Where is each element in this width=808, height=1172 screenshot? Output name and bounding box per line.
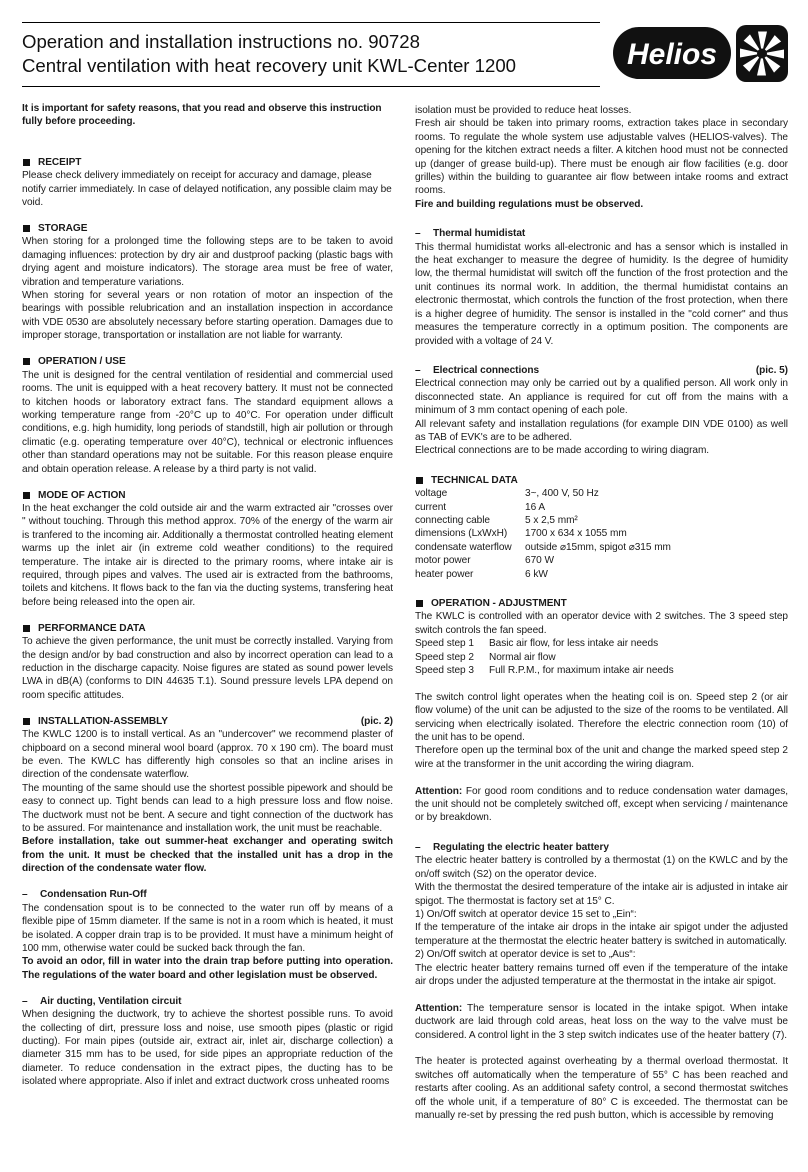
- speed-step-desc: Full R.P.M., for maximum intake air needs: [489, 665, 674, 677]
- operation-use-text: The unit is designed for the central ventilation of residential and commercial used rooms. The unit is equipped with a heat recovery battery. It must not be connected to kitchen hoods or laboratory extract fans. The standard equipment allows a working temperature range from -20°C up to 40°C. For operation under difficult conditions, e.g. high humidity, long periods of standstill, high air pollution or through climatic (e.g. operating temperature over 40°C), technical or electronic influences other than standard operations may not be suitable. For this reason please enquire and obtain operation release. A release by a third party is not valid.: [22, 369, 393, 475]
- installation-warning: Before installation, take out summer-heat exchanger and operating switch from the unit. It must be checked that the installed unit has a drop in the direction of the condensate water flow.: [22, 836, 393, 875]
- section-condensation-runoff: – Condensation Run-Off The condensation spout is to be connected to the water run off by means of a flexible pipe of 15mm diameter. If the same is not in a room which is heated, it must be isolated. A copper drain trap is to be provided. It must have a minimum height of 100 mm, otherwise water could be sucked back through the fan. To avoid an odor, fill in water into the drain trap before putting into operation. The regulations of the water board and other legislation must be observed.: [22, 889, 393, 981]
- speed-step-label: Speed step 3: [415, 665, 474, 677]
- installation-paragraph: The KWLC 1200 is to install vertical. As an "undercover" we recommend plaster of chipboard on a second mineral wool board (approx. 70 x 190 cm). The board must be even. The KWLC has differently high consoles so that an incline arises in direction of the condensate waterflow.: [22, 729, 393, 781]
- tech-value: outside ⌀15mm, spigot ⌀315 mm: [525, 541, 671, 553]
- bullet-square-icon: [23, 358, 30, 365]
- section-operation-adjustment: [415, 597, 788, 825]
- tech-label: motor power: [415, 555, 471, 567]
- document-title: [22, 30, 612, 78]
- performance-data-text: To achieve the given performance, the unit must be correctly installed. Varying from the design and/or by bad construction and also by incorrect operation can lead to a reduction in the discharge capacity. Noise figures are stated as sound power levels LWA in dB(A) (conforms to DIN 44635 T.1). Sound pressure levels LPA depend on room specific attitudes.: [22, 636, 393, 701]
- right-column: [415, 104, 788, 1122]
- section-heading: MODE OF ACTION: [38, 489, 126, 501]
- bullet-square-icon: [23, 718, 30, 725]
- section-heading: OPERATION / USE: [38, 356, 126, 368]
- tech-label: connecting cable: [415, 514, 490, 526]
- electrical-paragraph: All relevant safety and installation regulations (for example DIN VDE 0100) as well as TAB of EVK's are to be adhered.: [415, 418, 788, 443]
- section-heading: PERFORMANCE DATA: [38, 622, 146, 634]
- tech-label: current: [415, 501, 447, 513]
- operation-adjustment-paragraph: The KWLC is controlled with an operator device with 2 switches. The 3 speed step switch controls the fan speed.: [415, 611, 788, 636]
- heater-paragraph: The electric heater battery is controlled by a thermostat (1) on the KWLC and by the on/off switch (S2) on the operator device.: [415, 855, 788, 880]
- bullet-square-icon: [23, 625, 30, 632]
- tech-value: 3~, 400 V, 50 Hz: [525, 488, 599, 500]
- top-rule: [22, 22, 600, 23]
- section-heading: RECEIPT: [38, 156, 82, 168]
- left-column: [22, 100, 393, 1089]
- picture-reference: (pic. 5): [755, 364, 788, 376]
- section-air-ducting: – Air ducting, Ventilation circuit When designing the ductwork, try to achieve the shortest possible runs. To avoid the collecting of dirt, pressure loss and noise, use smooth pipes (plastic or rigid ducting). For main pipes (outside air, extract air, inlet air, discharge collection) a diameter 315 mm has to be used, for side pipes an appropriate reduction of the diameter. To reduce condensation in the extract pipes, the ducting has to be isolated where appropriate. Also if inlet and extract ductwork cross unheated rooms: [22, 995, 393, 1088]
- tech-label: condensate waterflow: [415, 541, 512, 553]
- section-heading: STORAGE: [38, 223, 88, 235]
- section-heading: Thermal humidistat: [433, 228, 526, 240]
- title-rule: [22, 86, 600, 87]
- section-heading: OPERATION - ADJUSTMENT: [431, 598, 567, 609]
- bullet-square-icon: [23, 492, 30, 499]
- installation-paragraph: The mounting of the same should use the shortest possible pipework and should be easy to connect up. Tight bends can lead to a high pressure loss and flow noise. The ductwork must not be bent. A secure and tight connection of the ductwork has to be assured. For maintenance and installation work, the unit must be reachable.: [22, 782, 393, 835]
- condensation-paragraph: The condensation spout is to be connected to the water run off by means of a flexible pipe of 15mm diameter. If the same is not in a room which is heated, it must be isolated. A copper drain trap is to be provided. It must have a minimum height of 100 mm, otherwise water could be sucked back through the fan.: [22, 902, 393, 954]
- section-technical-data: [415, 474, 788, 581]
- section-operation-use: [22, 355, 393, 476]
- intro-warning: It is important for safety reasons, that you read and observe this instruction fully before proceeding.: [22, 103, 382, 128]
- storage-paragraph: When storing for several years or non rotation of motor an inspection of the bearings with possible relubrication and an installation inspection in accordance with VDE 0530 are absolutely necessary before starting operation. Damages due to improper storage, transportation or installation are not liable for warranty.: [22, 290, 393, 342]
- speed-step-label: Speed step 1: [415, 638, 474, 650]
- electrical-paragraph: Electrical connections are to be made according to wiring diagram.: [415, 445, 710, 457]
- heater-paragraph: 1) On/Off switch at operator device 15 set to „Ein“:: [415, 908, 637, 920]
- bullet-square-icon: [416, 600, 423, 607]
- section-electric-heater: – Regulating the electric heater battery The electric heater battery is controlled by a thermostat (1) on the KWLC and by the on/off switch (S2) on the operator device. With the thermostat the desired temperature of the intake air is adjusted in intake air spigot. The thermostat is factory set at 15° C. 1) On/Off switch at operator device 15 set to „Ein“: If the temperature of the intake air drops in the intake air spigot under the adjusted temperature at the thermostat the electric heater battery is switched in automatically. 2) On/Off switch at operator device is set to „Aus“: The electric heater battery remains turned off even if the temperature of the intake air drops under the adjusted temperature at the thermostat in the intake air spigot. Attention: The temperature sensor is located in the intake spigot. When intake ductwork are laid through cold areas, heat loss on the way to the valve must be considered. A control light in the 3 step switch indicates use of the heater battery (7). The heater is protected against overheating by a thermal overload thermostat. It switches off automatically when the temperature of 55° C has been reached and restarts after cooling. As an additional safety control, a second thermostat switches off the whole unit, if a temperature of 80° C is exceeded. The thermostat can be manually re-set by pressing the red push button, which is accessible by removing: [415, 841, 788, 1121]
- tech-value: 6 kW: [525, 568, 548, 580]
- heater-paragraph: If the temperature of the intake air drops in the intake air spigot under the adjusted temperature at the thermostat the electric heater battery is switched in automatically.: [415, 922, 788, 947]
- tech-label: heater power: [415, 568, 474, 580]
- section-performance-data: [22, 622, 393, 702]
- section-heading: Electrical connections: [433, 364, 540, 376]
- air-ducting-paragraph: When designing the ductwork, try to achieve the shortest possible runs. To avoid the collecting of dirt, pressure loss and noise, use smooth pipes (plastic or rigid ducting). For main pipes (outside air, extract air, inlet air, discharge collection) a diameter 315 mm has to be used, for side pipes an appropriate reduction of the diameter. To reduce condensation in the extract pipes, the ducting has to be isolated where appropriate. Also if inlet and extract ductwork cross unheated rooms: [22, 1009, 393, 1088]
- section-heading: INSTALLATION-ASSEMBLY: [38, 715, 168, 727]
- heater-paragraph: 2) On/Off switch at operator device is set to „Aus“:: [415, 949, 636, 961]
- tech-label: dimensions (LxWxH): [415, 528, 508, 540]
- tech-label: voltage: [415, 488, 448, 500]
- tech-value: 16 A: [525, 501, 546, 513]
- tech-value: 5 x 2,5 mm²: [525, 514, 578, 526]
- storage-paragraph: When storing for a prolonged time the following steps are to be taken to avoid damaging influences: protection by dry air and dustproof packing (plastic bags with drying agent and moisture indicators). The storage area must be free of water, vibration and temperature variations.: [22, 236, 393, 288]
- speed-step-desc: Basic air flow, for less intake air needs: [489, 638, 659, 650]
- section-electrical-connections: – Electrical connections (pic. 5) Electrical connection may only be carried out by a qualified person. All work only in disconnected state. An appliance is required for cut off from the mains with a minimum of 3 mm contact opening of each pole. All relevant safety and installation regulations (for example DIN VDE 0100) as well as TAB of EVK's are to be adhered. Electrical connections are to be made according to wiring diagram.: [415, 364, 788, 457]
- tech-value: 670 W: [525, 555, 554, 567]
- section-heading: Regulating the electric heater battery: [433, 841, 609, 853]
- section-heading: Condensation Run-Off: [40, 889, 147, 901]
- heater-paragraph: The electric heater battery remains turned off even if the temperature of the intake air drops under the adjusted temperature at the thermostat in the intake air spigot.: [415, 962, 788, 987]
- speed-step-desc: Normal air flow: [489, 651, 556, 663]
- attention-note: Attention: For good room conditions and to reduce condensation water damages, the unit should not be completely switched off, except when servicing / maintenance or by breakdown.: [415, 785, 788, 824]
- section-heading: TECHNICAL DATA: [431, 474, 518, 486]
- title-line-2: Central ventilation with heat recovery unit KWL-Center 1200: [22, 55, 517, 76]
- speed-steps-table: [415, 637, 788, 677]
- humidistat-text: This thermal humidistat works all-electronic and has a sensor which is installed in the heat exchanger to measure the degree of humidity. Is the degree of humidity low, the thermal humidistat will switch off the function of the frost protection and the unit continues its normal work. In addition, the thermal humidistat contains an electronic thermostat, which controls the function of the frost protection, when there is a higher degree of humidity. The sensor is installed in the "cold corner" and thus measures the temperature correctly in a optimum position. The components are provided with a voltage of 24 V.: [415, 241, 788, 347]
- heater-paragraph: With the thermostat the desired temperature of the intake air is adjusted in intake air spigot. The thermostat is factory set at 15° C.: [415, 882, 788, 907]
- bullet-square-icon: [23, 159, 30, 166]
- receipt-text: Please check delivery immediately on receipt for accuracy and damage, please notify carrier immediately. In case of delayed notification, any possible claim may be void.: [22, 170, 392, 209]
- picture-reference: (pic. 2): [360, 715, 393, 727]
- title-line-1: Operation and installation instructions no. 90728: [22, 31, 420, 52]
- mode-of-action-text: In the heat exchanger the cold outside air and the warm extracted air "crosses over " without touching. Through this method approx. 70% of the energy of the warm air is tranfered to the incoming air. Additionally a thermostat controlled heating element warms up the inlet air (in extreme cold weather conditions) to the required temperature. The intake air is directed to the primary rooms, where intake air is required, through pipes and valves. The used air is extracted from the bathrooms, toilets and kitchens. It flows back to the fan via the ducting systems, transfering heat before being released into the open air.: [22, 502, 393, 608]
- section-mode-of-action: [22, 489, 393, 610]
- condensation-warning: To avoid an odor, fill in water into the drain trap before putting into operation. The regulations of the water board and other legislation must be observed.: [22, 956, 393, 981]
- air-ducting-continued: isolation must be provided to reduce heat losses.: [415, 105, 632, 116]
- section-thermal-humidistat: – Thermal humidistat This thermal humidistat works all-electronic and has a sensor which is installed in the heat exchanger to measure the degree of humidity. Is the degree of humidity low, the thermal humidistat will switch off the function of the frost protection and the unit continues its normal work. In addition, the thermal humidistat contains an electronic thermostat, which controls the function of the frost protection, when there is a higher degree of humidity. The sensor is installed in the "cold corner" and thus measures the temperature correctly in a optimum position. The components are provided with a voltage of 24 V.: [415, 228, 788, 347]
- operation-adjustment-paragraph: Therefore open up the terminal box of the unit and change the marked speed step 2 wire at the transformer in the unit according the wiring diagram.: [415, 745, 788, 770]
- electrical-paragraph: Electrical connection may only be carried out by a qualified person. All work only in disconnected state. An appliance is required for cut off from the mains with a minimum of 3 mm contact opening of each pole.: [415, 378, 788, 417]
- bullet-square-icon: [416, 477, 423, 484]
- speed-step-label: Speed step 2: [415, 651, 474, 663]
- fire-regulations-note: Fire and building regulations must be observed.: [415, 198, 644, 210]
- tech-value: 1700 x 634 x 1055 mm: [525, 528, 627, 540]
- section-installation-assembly: [22, 715, 393, 876]
- logo-text: Helios: [626, 38, 718, 71]
- air-ducting-paragraph: Fresh air should be taken into primary rooms, extraction takes place in secondary rooms. To regulate the whole system use adjustable valves (HELIOS-valves). The opening for the kitchen extract needs a filter. A kitchen hood must not be connected up (danger of grease build-up). There must be enough air flow facilities (e.g. door grilles) within the building to guarantee air flow between intake rooms and extract rooms.: [415, 118, 788, 197]
- operation-adjustment-paragraph: The switch control light operates when the heating coil is on. Speed step 2 (or air flow volume) of the unit can be adjusted to the size of the rooms to be ventilated. All servicing when electrically isolated. Therefore the electric connection room (10) of the unit has to be opend.: [415, 691, 788, 744]
- section-heading: Air ducting, Ventilation circuit: [40, 995, 182, 1007]
- section-receipt: [22, 156, 393, 210]
- bullet-square-icon: [23, 225, 30, 232]
- section-storage: [22, 222, 393, 343]
- heater-paragraph: The heater is protected against overheating by a thermal overload thermostat. It switches off automatically when the temperature of 55° C has been reached and restarts after cooling. As an additional safety control, a second thermostat switches off the whole unit, if a temperature of 80° C is exceeded. The thermostat can be manually re-set by pressing the red push button, which is accessible by removing: [415, 1056, 788, 1121]
- attention-note: Attention: The temperature sensor is located in the intake spigot. When intake ductwork are laid through cold areas, heat loss on the way to the valve must be considered. A control light in the 3 step switch indicates use of the heater battery (7).: [415, 1002, 788, 1041]
- technical-data-table: [415, 487, 788, 581]
- helios-logo: [612, 23, 789, 84]
